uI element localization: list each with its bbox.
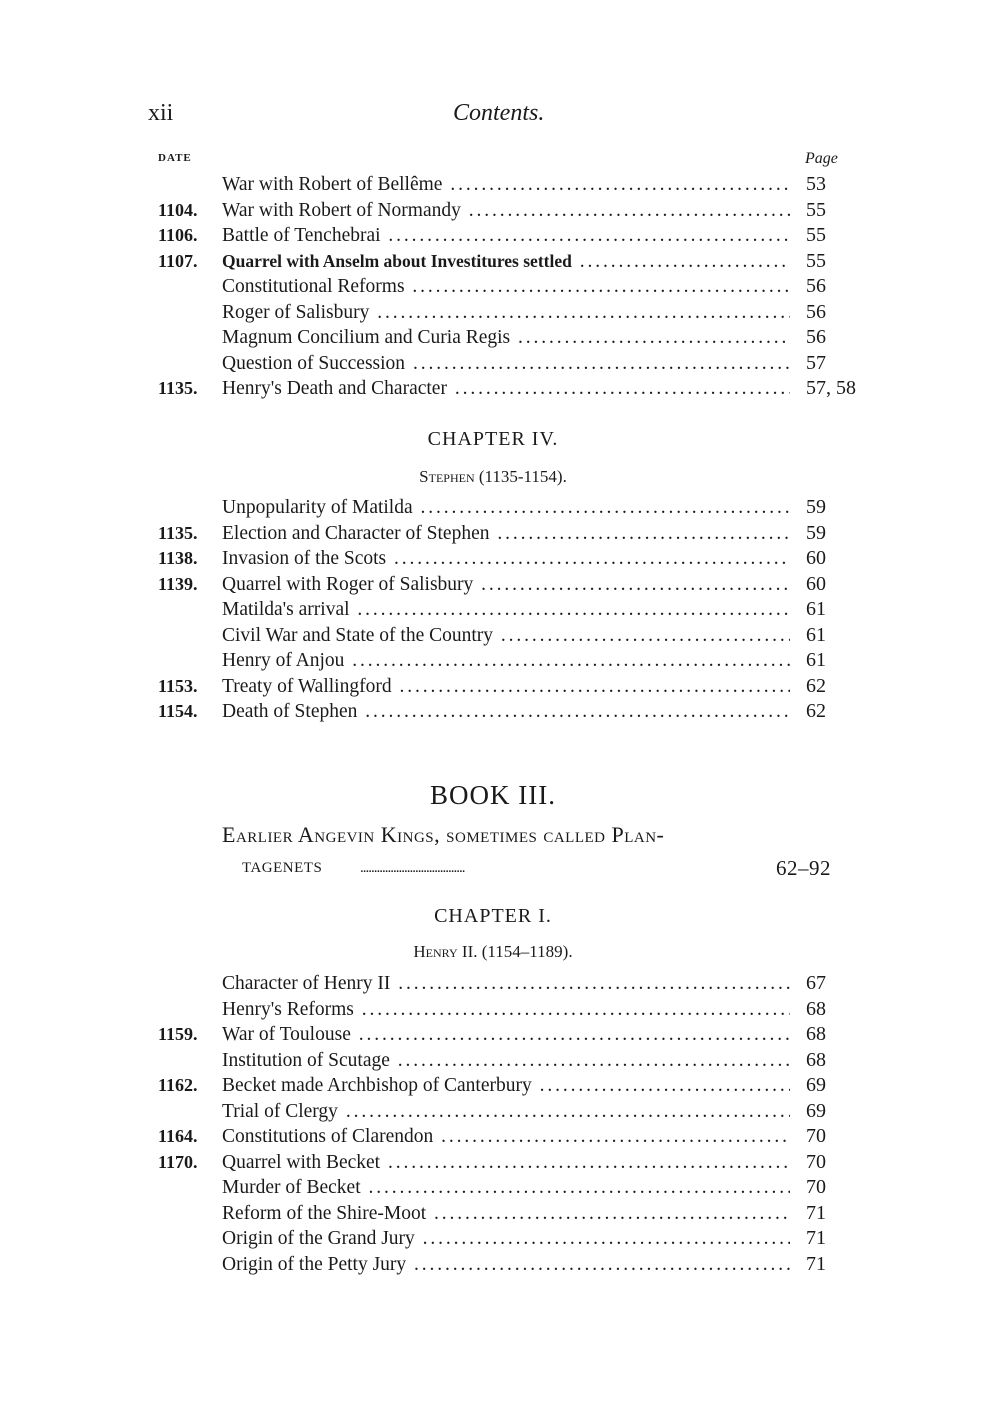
toc-chapter-i [158,971,878,1277]
entry-date: 1164. [158,1126,198,1146]
entry-title-with-leader [222,325,790,351]
entry-page-number: 59 [806,521,826,544]
entry-title-with-leader [222,1226,790,1252]
entry-title-with-leader [222,1175,790,1201]
entry-title-with-leader [222,597,790,623]
toc-entry [158,572,878,598]
entry-title: Trial of Clergy [222,1101,342,1122]
entry-page-number: 56 [806,275,826,297]
toc-entry [158,172,878,198]
entry-title-with-leader [222,274,790,300]
entry-date: 1162. [158,1075,198,1095]
toc-entry [158,351,878,377]
toc-chapter-iv [158,495,878,725]
entry-title: Origin of the Petty Jury [222,1254,410,1275]
entry-title: Murder of Becket [222,1177,365,1198]
entry-page-number: 61 [806,598,826,620]
toc-entry [158,1048,878,1074]
toc-entry [158,1226,878,1252]
entry-page-number: 56 [806,300,826,323]
entry-date: 1135. [158,378,198,398]
entry-page-number: 55 [806,249,826,272]
entry-title-with-leader [222,648,790,674]
entry-date: 1106. [158,225,198,245]
chapter-i-subtitle: Henry II. (1154–1189). [413,942,573,961]
toc-entry [158,521,878,547]
entry-page-number: 71 [806,1201,826,1224]
entry-title-with-leader [222,1124,790,1150]
toc-entry [158,325,878,351]
entry-title-with-leader [222,1099,790,1125]
chapter-i-heading: CHAPTER I. [434,905,552,927]
entry-title: Election and Character of Stephen [222,523,493,544]
entry-title-with-leader [222,172,790,198]
entry-title-with-leader [222,1150,790,1176]
entry-page-number: 60 [806,547,826,569]
entry-title: Question of Succession [222,353,409,374]
entry-title: Treaty of Wallingford [222,676,396,697]
entry-title-with-leader [222,623,790,649]
entry-title-with-leader [222,971,790,997]
entry-title: War of Toulouse [222,1024,355,1045]
entry-page-number: 68 [806,1023,826,1045]
toc-entry [158,1073,878,1099]
entry-title: Battle of Tenchebrai [222,225,385,246]
running-head [148,100,878,136]
entry-page-number: 67 [806,972,826,994]
entry-title-with-leader [222,495,790,521]
entry-title-with-leader [222,376,790,402]
book-iii-heading: BOOK III. [430,780,556,810]
entry-title-with-leader [222,1073,790,1099]
entry-title-with-leader [222,546,790,572]
toc-entry [158,300,878,326]
entry-title: War with Robert of Normandy [222,200,465,221]
toc-entry [158,971,878,997]
entry-title-with-leader [222,1201,790,1227]
toc-entry [158,249,878,275]
entry-date: 1139. [158,573,198,594]
entry-page-number: 69 [806,1074,826,1096]
toc-entry [158,1099,878,1125]
toc-entry [158,1201,878,1227]
entry-title: Constitutions of Clarendon [222,1126,437,1147]
book-iii-subtitle: Earlier Angevin Kings, sometimes called Plan- [222,822,665,847]
entry-date: 1159. [158,1024,198,1044]
entry-title-with-leader [222,997,790,1023]
toc-entry [158,1175,878,1201]
toc-entry [158,1150,878,1176]
entry-date: 1154. [158,701,198,721]
toc-entry [158,597,878,623]
entry-title: Civil War and State of the Country [222,625,497,646]
entry-title: Institution of Scutage [222,1050,394,1071]
entry-title-with-leader [222,198,790,224]
entry-title-with-leader [222,699,790,725]
entry-title: Constitutional Reforms [222,276,409,297]
entry-title: Quarrel with Roger of Salisbury [222,574,477,595]
toc-entry [158,1252,878,1278]
toc-section-henry-i [158,172,878,402]
entry-page-number: 56 [806,326,826,348]
entry-title: Origin of the Grand Jury [222,1228,419,1249]
toc-entry [158,546,878,572]
toc-entry [158,274,878,300]
entry-title-with-leader [222,249,790,275]
entry-title: Matilda's arrival [222,599,354,620]
entry-title-with-leader [222,351,790,377]
entry-page-number: 57 [806,351,826,374]
page-column-label: Page [805,150,838,167]
toc-entry [158,674,878,700]
entry-title-with-leader [222,300,790,326]
date-column-label: DATE [158,152,192,164]
entry-title: War with Robert of Bellême [222,174,446,195]
entry-date: 1170. [158,1151,198,1172]
entry-page-number: 62 [806,674,826,697]
entry-page-number: 61 [806,623,826,646]
toc-entry [158,223,878,249]
entry-title: Henry's Reforms [222,999,358,1020]
running-title: Contents. [453,100,545,126]
toc-entry [158,997,878,1023]
book-iii-subtitle-continued [242,856,852,890]
entry-page-number: 57, 58 [806,377,856,399]
entry-title: Death of Stephen [222,701,361,722]
entry-title: Character of Henry II [222,973,394,994]
toc-entry [158,648,878,674]
entry-page-number: 61 [806,649,826,671]
entry-page-number: 68 [806,997,826,1020]
book-iii-subtitle-line2: TAGENETS [242,860,323,876]
entry-date: 1138. [158,548,198,568]
entry-title: Henry's Death and Character [222,378,451,399]
entry-page-number: 71 [806,1252,826,1275]
entry-page-number: 53 [806,173,826,195]
toc-entry [158,699,878,725]
entry-title-with-leader [222,223,790,249]
entry-title: Henry of Anjou [222,650,348,671]
entry-page-number: 69 [806,1099,826,1122]
entry-title-with-leader [222,572,790,598]
chapter-iv-heading: CHAPTER IV. [427,428,559,450]
toc-entry [158,1022,878,1048]
page-folio: xii [148,100,174,126]
entry-page-number: 62 [806,700,826,722]
entry-title: Quarrel with Becket [222,1152,384,1173]
entry-title: Becket made Archbishop of Canterbury [222,1075,536,1096]
entry-page-number: 70 [806,1150,826,1173]
entry-page-number: 71 [806,1227,826,1249]
entry-title: Reform of the Shire-Moot [222,1203,430,1224]
entry-title-with-leader [222,1252,790,1278]
entry-page-number: 70 [806,1125,826,1147]
entry-date: 1107. [158,250,198,271]
entry-title: Unpopularity of Matilda [222,497,417,518]
book-iii-leader-dots: ...................................... [360,860,465,876]
entry-title: Invasion of the Scots [222,548,390,569]
toc-entry [158,198,878,224]
entry-page-number: 55 [806,198,826,221]
entry-page-number: 55 [806,224,826,246]
toc-entry [158,1124,878,1150]
entry-title: Magnum Concilium and Curia Regis [222,327,514,348]
entry-title-with-leader [222,674,790,700]
toc-entry [158,495,878,521]
entry-date: 1135. [158,522,198,543]
entry-title: Roger of Salisbury [222,302,373,323]
entry-title: Quarrel with Anselm about Investitures settled [222,251,576,271]
toc-entry [158,623,878,649]
entry-page-number: 68 [806,1048,826,1071]
entry-date: 1153. [158,675,198,696]
chapter-iv-subtitle: Stephen (1135-1154). [419,467,567,486]
entry-page-number: 70 [806,1176,826,1198]
entry-date: 1104. [158,199,198,220]
entry-title-with-leader [222,521,790,547]
entry-title-with-leader [222,1048,790,1074]
toc-entry [158,376,878,402]
entry-page-number: 59 [806,496,826,518]
entry-page-number: 60 [806,572,826,595]
book-iii-page-range: 62–92 [776,856,831,880]
entry-title-with-leader [222,1022,790,1048]
